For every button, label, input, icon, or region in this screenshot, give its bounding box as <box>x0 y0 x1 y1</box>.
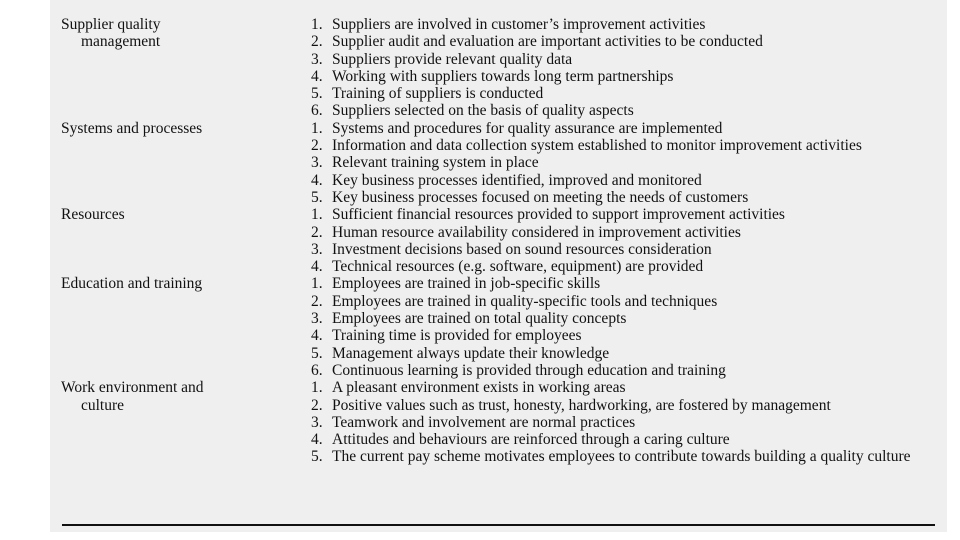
item-number: 3. <box>311 240 323 258</box>
item-list <box>311 206 947 275</box>
list-item <box>311 68 947 85</box>
item-number: 1. <box>311 379 323 397</box>
item-number: 6. <box>311 102 323 120</box>
list-item <box>311 448 947 465</box>
list-item <box>311 16 947 33</box>
list-item <box>311 172 947 189</box>
table-row <box>50 206 947 275</box>
list-item <box>311 137 947 154</box>
quality-factors-table <box>50 0 947 532</box>
item-text: Technical resources (e.g. software, equipment) are provided <box>332 258 704 276</box>
item-text: Positive values such as trust, honesty, hardworking, are fostered by management <box>332 396 831 414</box>
item-text: Investment decisions based on sound resources consideration <box>332 240 712 258</box>
item-text: Suppliers provide relevant quality data <box>332 50 573 68</box>
item-number: 2. <box>311 223 323 241</box>
item-text: Continuous learning is provided through education and training <box>332 361 726 379</box>
item-number: 2. <box>311 396 323 414</box>
item-number: 3. <box>311 413 323 431</box>
item-text: Supplier audit and evaluation are important activities to be conducted <box>332 33 763 51</box>
item-number: 4. <box>311 327 323 345</box>
item-text: Employees are trained on total quality concepts <box>332 310 627 328</box>
item-list <box>311 275 947 379</box>
item-number: 2. <box>311 137 323 155</box>
list-item <box>311 206 947 223</box>
item-list <box>311 16 947 120</box>
list-item <box>311 379 947 396</box>
item-text: Employees are trained in job-specific skills <box>332 275 601 293</box>
list-item <box>311 293 947 310</box>
item-text: Key business processes identified, improved and monitored <box>332 171 702 189</box>
item-number: 4. <box>311 171 323 189</box>
item-text: Information and data collection system established to monitor improvement activities <box>332 137 862 155</box>
item-text: Key business processes focused on meeting the needs of customers <box>332 188 749 206</box>
list-item <box>311 327 947 344</box>
table-bottom-rule <box>62 524 935 526</box>
item-text: Management always update their knowledge <box>332 344 610 362</box>
list-item <box>311 51 947 68</box>
list-item <box>311 241 947 258</box>
list-item <box>311 258 947 275</box>
category-label: Education and training <box>61 275 203 293</box>
list-item <box>311 310 947 327</box>
category-label: Supplier quality <box>61 16 161 33</box>
category-label: Work environment and <box>61 379 204 397</box>
item-text: Working with suppliers towards long term partnerships <box>332 67 674 85</box>
item-list <box>311 120 947 206</box>
item-number: 1. <box>311 16 323 33</box>
table-body <box>50 16 947 466</box>
item-number: 2. <box>311 292 323 310</box>
category-label: culture <box>81 396 125 414</box>
list-item <box>311 154 947 171</box>
item-text: The current pay scheme motivates employees to contribute towards building a quality culture <box>332 448 911 466</box>
list-item <box>311 431 947 448</box>
list-item <box>311 102 947 119</box>
item-number: 1. <box>311 119 323 137</box>
table-row <box>50 275 947 379</box>
item-number: 3. <box>311 50 323 68</box>
item-number: 3. <box>311 154 323 172</box>
list-item <box>311 189 947 206</box>
item-list <box>311 379 947 465</box>
item-text: Sufficient financial resources provided to support improvement activities <box>332 206 785 224</box>
item-number: 5. <box>311 344 323 362</box>
item-number: 5. <box>311 188 323 206</box>
list-item <box>311 397 947 414</box>
item-text: Teamwork and involvement are normal practices <box>332 413 636 431</box>
table-row <box>50 379 947 465</box>
item-text: Systems and procedures for quality assurance are implemented <box>332 119 723 137</box>
category-cell <box>50 275 311 292</box>
item-number: 2. <box>311 33 323 51</box>
table-row <box>50 120 947 206</box>
category-cell <box>50 16 311 51</box>
list-item <box>311 33 947 50</box>
item-text: Training of suppliers is conducted <box>332 85 544 103</box>
category-label: management <box>81 33 161 51</box>
category-label: Resources <box>61 206 125 224</box>
list-item <box>311 85 947 102</box>
item-text: A pleasant environment exists in working areas <box>332 379 626 397</box>
list-item <box>311 224 947 241</box>
item-number: 4. <box>311 431 323 449</box>
item-text: Relevant training system in place <box>332 154 539 172</box>
item-text: Suppliers are involved in customer’s improvement activities <box>332 16 706 33</box>
item-number: 6. <box>311 361 323 379</box>
top-rule-fragment <box>262 11 782 14</box>
list-item <box>311 120 947 137</box>
item-number: 3. <box>311 310 323 328</box>
item-number: 4. <box>311 67 323 85</box>
item-number: 5. <box>311 448 323 466</box>
item-text: Employees are trained in quality-specific tools and techniques <box>332 292 718 310</box>
item-text: Human resource availability considered in improvement activities <box>332 223 741 241</box>
category-cell <box>50 206 311 223</box>
list-item <box>311 345 947 362</box>
item-number: 1. <box>311 206 323 224</box>
item-text: Suppliers selected on the basis of quality aspects <box>332 102 634 120</box>
item-number: 1. <box>311 275 323 293</box>
category-cell <box>50 120 311 137</box>
item-text: Training time is provided for employees <box>332 327 582 345</box>
list-item <box>311 362 947 379</box>
item-number: 5. <box>311 85 323 103</box>
item-text: Attitudes and behaviours are reinforced through a caring culture <box>332 431 730 449</box>
list-item <box>311 414 947 431</box>
list-item <box>311 275 947 292</box>
category-cell <box>50 379 311 414</box>
table-row <box>50 16 947 120</box>
category-label: Systems and processes <box>61 119 203 137</box>
item-number: 4. <box>311 258 323 276</box>
